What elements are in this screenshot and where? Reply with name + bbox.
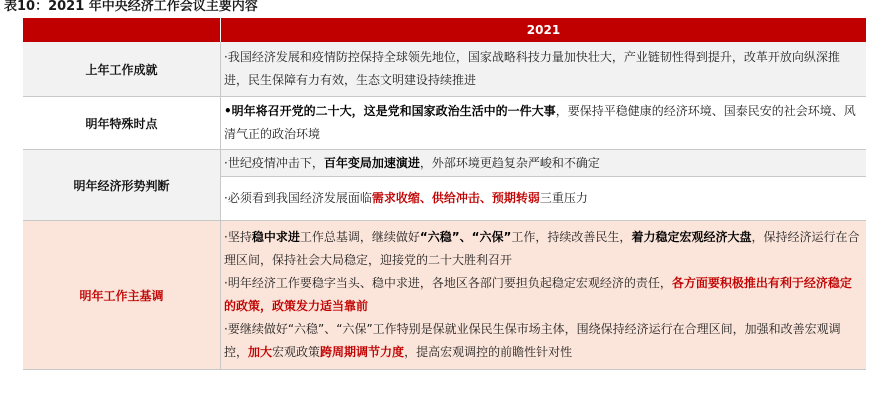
body-text: ，外部环境更趋复杂严峻和不确定 — [419, 155, 600, 170]
body-text: ，保持经济运行在合理区间，保持社会大局稳定，迎接党的二十大胜利召开 — [224, 230, 860, 267]
body-text: ·明年经济工作要稳字当头、稳中求进，各地区各部门要担负起稳定宏观经济的责任， — [224, 276, 672, 290]
row-content — [221, 177, 867, 221]
body-text: ·坚持 — [224, 230, 252, 244]
row-label: 明年工作主基调 — [23, 221, 221, 370]
body-text: 工作总基调，继续做好 — [299, 230, 420, 244]
table-row — [23, 97, 866, 150]
emphasis-text: “六稳”、“六保” — [419, 230, 512, 244]
highlight-text: 跨周期调节力度 — [320, 345, 405, 359]
row-content — [221, 42, 867, 97]
body-text: ·要继续做好“六稳”、“六保”工作特别是保就业保民生保市场主体，围绕保持经济运行在合理区间，加强和改善宏观调控， — [224, 322, 841, 359]
row-label: 上年工作成就 — [23, 42, 221, 97]
emphasis-text: 着力稳定宏观经济大盘 — [631, 230, 752, 244]
body-text: ·我国经济发展和疫情防控保持全球领先地位，国家战略科技力量加快壮大，产业链韧性得到提升，改革开放向纵深推进，民生保障有力有效，生态文明建设持续推进 — [224, 50, 840, 87]
row-label: 明年特殊时点 — [23, 97, 221, 150]
table-header-row — [23, 18, 866, 42]
highlight-text: 加大 — [248, 345, 273, 359]
row-label: 明年经济形势判断 — [23, 150, 221, 221]
body-text: ·世纪疫情冲击下， — [224, 155, 324, 170]
table-row — [23, 150, 866, 177]
body-text: ，要保持平稳健康的经济环境、国泰民安的社会环境、风清气正的政治环境 — [224, 104, 856, 141]
row-content — [221, 97, 867, 150]
table-row — [23, 221, 866, 370]
body-text: 工作，持续改善民生， — [511, 230, 632, 244]
header-empty-cell — [23, 18, 221, 42]
row-content — [221, 221, 867, 370]
table-row — [23, 42, 866, 97]
header-year: 2021 — [221, 18, 867, 42]
emphasis-text: •明年将召开党的二十大，这是党和国家政治生活中的一件大事 — [224, 104, 556, 118]
emphasis-text: 稳中求进 — [251, 230, 300, 244]
row-content — [221, 150, 867, 177]
summary-table — [23, 18, 866, 370]
highlight-text: 各方面要积极推出有利于经济稳定的政策，政策发力适当靠前 — [224, 276, 852, 313]
body-text: 三重压力 — [539, 191, 588, 206]
highlight-text: 需求收缩、供给冲击、预期转弱 — [371, 191, 540, 206]
body-text: ，提高宏观调控的前瞻性针对性 — [404, 345, 573, 359]
body-text: 宏观政策 — [272, 345, 321, 359]
emphasis-text: 百年变局加速演进 — [323, 155, 420, 170]
body-text: ·必须看到我国经济发展面临 — [224, 191, 372, 206]
table-title: 表10：2021 年中央经济工作会议主要内容 — [4, 0, 258, 14]
